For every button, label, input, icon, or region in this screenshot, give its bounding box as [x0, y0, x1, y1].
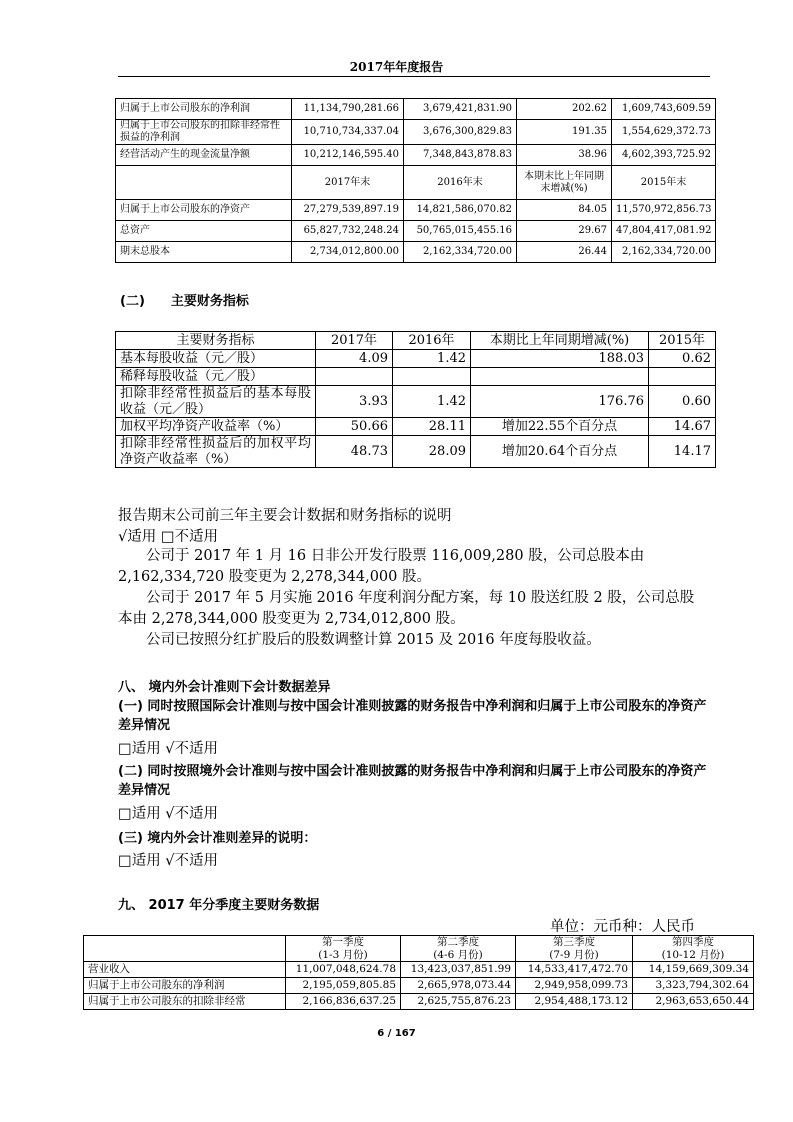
- quarter-header-cell: [286, 936, 401, 962]
- value-cell: 0.62: [649, 350, 716, 368]
- quarter-header-line: (4-6 月份): [433, 948, 483, 961]
- notes-choice: √适用 □不适用: [118, 529, 219, 545]
- value-cell: 3,323,794,302.64: [633, 978, 754, 994]
- value-cell: 10,212,146,595.40: [292, 145, 404, 166]
- value-cell: 增加22.55个百分点: [471, 418, 649, 436]
- value-cell: 0.60: [649, 386, 716, 418]
- value-cell: 50.66: [316, 418, 393, 436]
- value-cell: 28.11: [393, 418, 471, 436]
- value-cell: 3,679,421,831.90: [404, 99, 517, 120]
- header-cell: 2016年末: [404, 166, 517, 200]
- value-cell: 1.42: [393, 350, 471, 368]
- label-cell: 归属于上市公司股东的净利润: [84, 978, 286, 994]
- value-cell: 2,166,836,637.25: [286, 994, 401, 1010]
- value-cell: 增加20.64个百分点: [471, 436, 649, 468]
- value-cell: 2,162,334,720.00: [612, 242, 716, 263]
- quarter-header-line: 第四季度: [672, 936, 714, 948]
- value-cell: 188.03: [471, 350, 649, 368]
- header-cell: 2017年: [316, 332, 393, 350]
- value-cell: 1,554,629,372.73: [612, 120, 716, 145]
- table-row: [116, 436, 716, 468]
- notes-para-3: 公司已按照分红扩股后的股数调整计算 2015 及 2016 年度每股收益。: [146, 632, 601, 648]
- unit-label: 单位：元币种：人民币: [550, 919, 695, 935]
- value-cell: 84.05: [517, 200, 612, 221]
- table-row: [84, 978, 754, 994]
- table-row: [84, 962, 754, 978]
- quarter-header-cell: [401, 936, 516, 962]
- header-cell: 主要财务指标: [116, 332, 316, 350]
- table-row: [116, 200, 716, 221]
- value-cell: 1,609,743,609.59: [612, 99, 716, 120]
- label-cell: 加权平均净资产收益率（%）: [116, 418, 316, 436]
- label-cell: 扣除非经常性损益后的基本每股收益（元／股）: [116, 386, 316, 418]
- value-cell: 2,954,488,173.12: [516, 994, 633, 1010]
- header-cell: 2015年: [649, 332, 716, 350]
- value-cell: 29.67: [517, 221, 612, 242]
- value-cell: 14,533,417,472.70: [516, 962, 633, 978]
- value-cell: 11,570,972,856.73: [612, 200, 716, 221]
- value-cell: 11,134,790,281.66: [292, 99, 404, 120]
- value-cell: 14.67: [649, 418, 716, 436]
- label-cell: 归属于上市公司股东的净资产: [116, 200, 292, 221]
- value-cell: 50,765,015,455.16: [404, 221, 517, 242]
- quarter-header-line: (10-12 月份): [661, 948, 725, 961]
- value-cell: 3.93: [316, 386, 393, 418]
- page-number: 6 / 167: [377, 1028, 416, 1039]
- table-subheader-row: [116, 166, 716, 200]
- value-cell: 10,710,734,337.04: [292, 120, 404, 145]
- value-cell: 14,821,586,070.82: [404, 200, 517, 221]
- label-cell: 总资产: [116, 221, 292, 242]
- header-cell: 2017年末: [292, 166, 404, 200]
- label-cell: 期末总股本: [116, 242, 292, 263]
- header-cell: 2015年末: [612, 166, 716, 200]
- quarter-header-line: 第一季度: [322, 936, 364, 948]
- table-row: [116, 242, 716, 263]
- table-row: [116, 386, 716, 418]
- notes-para-2: 公司于 2017 年 5 月实施 2016 年度利润分配方案，每 10 股送红股 2 股，公司总股本由 2,278,344,000 股变更为 2,734,012,800 股。: [118, 590, 695, 627]
- section-8-sub-2: (二) 同时按照境外会计准则与按中国会计准则披露的财务报告中净利润和归属于上市公司股东的净资产差异情况: [118, 764, 707, 798]
- notes-title: 报告期末公司前三年主要会计数据和财务指标的说明: [118, 508, 452, 524]
- section-8-choice-3: □适用 √不适用: [118, 853, 219, 869]
- label-cell: 稀释每股收益（元／股）: [116, 368, 316, 386]
- quarter-header-cell: [633, 936, 754, 962]
- label-cell: 基本每股收益（元／股）: [116, 350, 316, 368]
- table-header-row: [116, 332, 716, 350]
- value-cell: 3,676,300,829.83: [404, 120, 517, 145]
- value-cell: 14,159,669,309.34: [633, 962, 754, 978]
- value-cell: [471, 368, 649, 386]
- value-cell: 2,625,755,876.23: [401, 994, 516, 1010]
- table-row: [116, 221, 716, 242]
- header-cell: 2016年: [393, 332, 471, 350]
- value-cell: 14.17: [649, 436, 716, 468]
- value-cell: 26.44: [517, 242, 612, 263]
- section-8-choice-2: □适用 √不适用: [118, 806, 219, 822]
- value-cell: 1.42: [393, 386, 471, 418]
- quarterly-data-table: [83, 935, 754, 1010]
- table-row: [116, 120, 716, 145]
- quarter-header-line: (7-9 月份): [549, 948, 599, 961]
- value-cell: [393, 368, 471, 386]
- table-row: [116, 418, 716, 436]
- value-cell: 7,348,843,878.83: [404, 145, 517, 166]
- table-row: [116, 99, 716, 120]
- value-cell: 2,665,978,073.44: [401, 978, 516, 994]
- value-cell: 38.96: [517, 145, 612, 166]
- quarter-header-line: 第二季度: [437, 936, 479, 948]
- page-header: 2017年年度报告: [349, 60, 444, 74]
- value-cell: 13,423,037,851.99: [401, 962, 516, 978]
- table-header-row: [84, 936, 754, 962]
- notes-para-1: 公司于 2017 年 1 月 16 日非公开发行股票 116,009,280 股，公司总股本由 2,162,334,720 股变更为 2,278,344,000 股。: [118, 548, 645, 585]
- table-row: [116, 368, 716, 386]
- label-cell: 归属于上市公司股东的扣除非经常性损益的净利润: [116, 120, 292, 145]
- table-row: [116, 145, 716, 166]
- label-cell: 营业收入: [84, 962, 286, 978]
- quarter-header-line: 第三季度: [553, 936, 595, 948]
- value-cell: 65,827,732,248.24: [292, 221, 404, 242]
- value-cell: 27,279,539,897.19: [292, 200, 404, 221]
- label-cell: 经营活动产生的现金流量净额: [116, 145, 292, 166]
- value-cell: 4.09: [316, 350, 393, 368]
- value-cell: 47,804,417,081.92: [612, 221, 716, 242]
- section-8-choice-1: □适用 √不适用: [118, 741, 219, 757]
- quarter-header-cell: [516, 936, 633, 962]
- value-cell: 2,963,653,650.44: [633, 994, 754, 1010]
- header-cell: 本期末比上年同期末增减(%): [517, 166, 612, 200]
- value-cell: 4,602,393,725.92: [612, 145, 716, 166]
- value-cell: 2,734,012,800.00: [292, 242, 404, 263]
- label-cell: 归属于上市公司股东的扣除非经常: [84, 994, 286, 1010]
- header-cell: 本期比上年同期增减(%): [471, 332, 649, 350]
- value-cell: 176.76: [471, 386, 649, 418]
- label-cell: 扣除非经常性损益后的加权平均净资产收益率（%）: [116, 436, 316, 468]
- section-9-heading: 九、 2017 年分季度主要财务数据: [118, 898, 320, 913]
- value-cell: [649, 368, 716, 386]
- table-row: [84, 994, 754, 1010]
- header-cell: [116, 166, 292, 200]
- value-cell: 191.35: [517, 120, 612, 145]
- value-cell: 2,195,059,805.85: [286, 978, 401, 994]
- section-8-heading: 八、 境内外会计准则下会计数据差异: [118, 680, 331, 695]
- value-cell: 28.09: [393, 436, 471, 468]
- value-cell: 11,007,048,624.78: [286, 962, 401, 978]
- value-cell: 48.73: [316, 436, 393, 468]
- section-8-sub-1: (一) 同时按照国际会计准则与按中国会计准则披露的财务报告中净利润和归属于上市公司股东的净资产差异情况: [118, 699, 707, 733]
- value-cell: 2,949,958,099.73: [516, 978, 633, 994]
- header-divider: [118, 76, 710, 77]
- table-row: [116, 350, 716, 368]
- quarter-header-line: (1-3 月份): [318, 948, 368, 961]
- value-cell: [316, 368, 393, 386]
- section-8-sub-3: (三) 境内外会计准则差异的说明：: [118, 831, 317, 846]
- value-cell: 2,162,334,720.00: [404, 242, 517, 263]
- value-cell: 202.62: [517, 99, 612, 120]
- label-cell: 归属于上市公司股东的净利润: [116, 99, 292, 120]
- section-2-heading: (二) 主要财务指标: [120, 294, 249, 309]
- financial-indicators-table: [115, 331, 716, 468]
- accounting-data-table: [115, 98, 716, 263]
- empty-header-cell: [84, 936, 286, 962]
